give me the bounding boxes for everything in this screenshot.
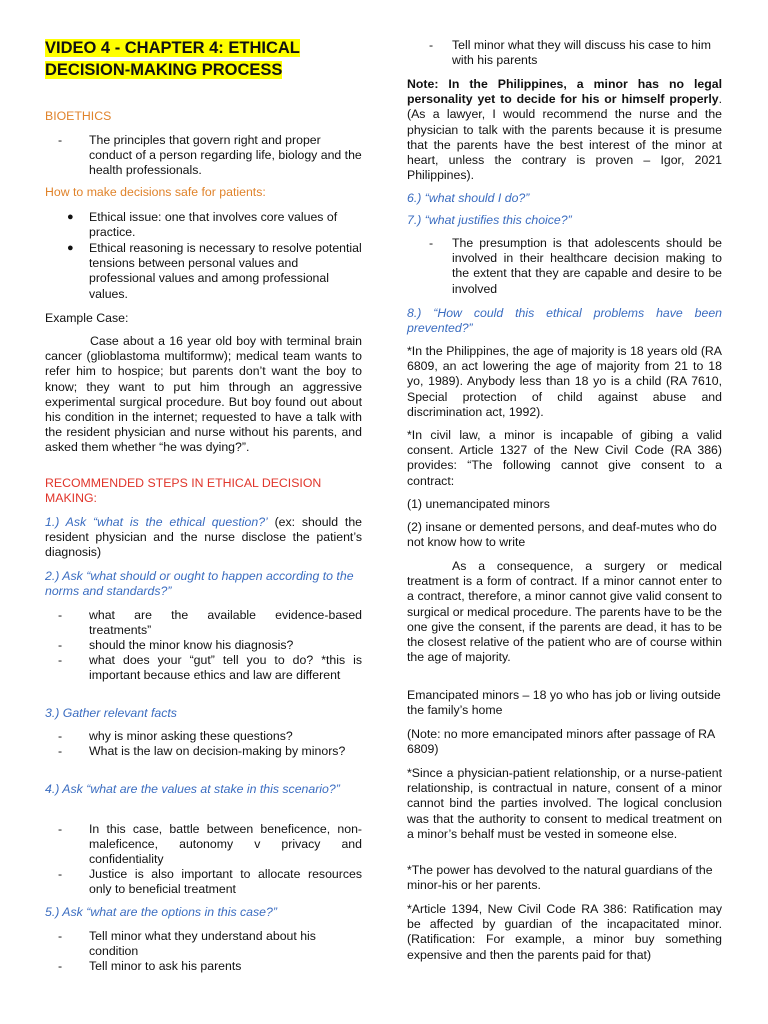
step-7-item-text: The presumption is that adolescents should be involved in their healthcare decision making to the extent that they are capable and desire to be involved [452, 236, 722, 296]
bioethics-heading: BIOETHICS [45, 109, 112, 123]
bullet-text: Ethical reasoning is necessary to resolve potential tensions between personal values and professional values and among professional values. [89, 241, 362, 301]
no-emancipated-note: (Note: no more emancipated minors after passage of RA 6809) [407, 727, 715, 757]
step-3-item [45, 729, 362, 744]
step-5-item [45, 959, 362, 974]
example-case-label: Example Case: [45, 311, 129, 325]
step-3-item-text: why is minor asking these questions? [89, 729, 293, 743]
title-line-2: DECISION-MAKING PROCESS [45, 61, 283, 79]
unemancipated-minors: (1) unemancipated minors [407, 497, 550, 511]
civil-law-paragraph: *In civil law, a minor is incapable of gibing a valid consent. Article 1327 of the New Civil Code (RA 386) provides: “The following cannot give consent to a contract: [407, 428, 722, 488]
step-1-detail: (ex: should the resident physician and the nurse disclose the patient’s diagnosis) [45, 515, 362, 560]
bullet-icon: ● [67, 211, 74, 223]
step-2-heading: 2.) Ask “what should or ought to happen according to the norms and standards?” [45, 569, 354, 599]
step-7-item [407, 236, 722, 297]
step-4-item-text: In this case, battle between beneficence, non-maleficence, autonomy v privacy and confidentiality [89, 822, 362, 867]
age-of-majority-paragraph: *In the Philippines, the age of majority is 18 years old (RA 6809, an act lowering the age of majority from 21 to 18 yo, 1989). Anybody less than 18 yo is a child (RA 7610, Special protection of child against abuse and discrimination act, 1992). [407, 344, 722, 419]
philippines-note-bold: Note: In the Philippines, a minor has no legal personality yet to decide for his or himself properly [407, 77, 722, 107]
dash-marker: - [58, 653, 63, 667]
natural-guardians-paragraph: *The power has devolved to the natural guardians of the minor-his or her parents. [407, 863, 713, 893]
title-line-1: VIDEO 4 - CHAPTER 4: ETHICAL [45, 39, 300, 57]
step-5-item-continued [407, 38, 722, 68]
step-2-item [45, 608, 362, 638]
consequence-paragraph: As a consequence, a surgery or medical treatment is a form of contract. If a minor cannot enter to a contract, therefore, a minor cannot give valid consent to surgical or medical procedure. The parents have to be the one give the consent, if the parents are dead, it has to be the closest relative of the patient who are of course within the age of majority. [407, 559, 722, 665]
dash-marker: - [429, 38, 434, 52]
step-4-item-text: Justice is also important to allocate resources only to beneficial treatment [89, 867, 362, 897]
dash-marker: - [58, 867, 63, 881]
step-2-item-text: should the minor know his diagnosis? [89, 638, 294, 652]
bioethics-definition-text: The principles that govern right and proper conduct of a person regarding life, biology and the health professionals. [89, 133, 362, 178]
emancipated-minors-paragraph: Emancipated minors – 18 yo who has job or living outside the family’s home [407, 688, 721, 718]
article-1394-paragraph: *Article 1394, New Civil Code RA 386: Ratification may be affected by guardian of the incapacitated minor. (Ratification: For example, a minor buy something expensive and then the parents paid for that) [407, 902, 722, 962]
dash-marker: - [58, 729, 63, 743]
dash-marker: - [58, 133, 63, 147]
step-2-item [45, 653, 362, 683]
step-3-heading: 3.) Gather relevant facts [45, 706, 177, 720]
step-4-item [45, 822, 362, 868]
dash-marker: - [58, 638, 63, 652]
step-1 [45, 515, 362, 561]
bullet-item [45, 241, 362, 302]
step-3-item [45, 744, 362, 759]
step-7-heading: 7.) “what justifies this choice?” [407, 213, 572, 227]
philippines-note [407, 77, 722, 183]
bullet-item [45, 210, 362, 240]
step-4-heading: 4.) Ask “what are the values at stake in this scenario?” [45, 782, 340, 796]
bullet-icon: ● [67, 242, 74, 254]
step-8-heading: 8.) “How could this ethical problems have been prevented?” [407, 306, 722, 336]
dash-marker: - [58, 822, 63, 836]
step-2-item-text: what are the available evidence-based treatments” [89, 608, 362, 638]
step-5-item-text: Tell minor what they will discuss his case to him with his parents [452, 38, 712, 68]
philippines-note-rest: . (As a lawyer, I would recommend the nurse and the physician to talk with the parents because it is presume that the parents have the best interest of the minor at heart, unless the contrary is proven – Igor, 2021 Philippines). [407, 92, 722, 183]
dash-marker: - [58, 929, 63, 943]
step-3-item-text: What is the law on decision-making by minors? [89, 744, 346, 758]
dash-marker: - [58, 608, 63, 622]
example-case-text: Case about a 16 year old boy with terminal brain cancer (glioblastoma multiformw); medical team wants to refer him to hospice; but parents don’t want the boy to know; they want to put him through an aggressive experimental surgical procedure. But boy found out about his condition in the internet; requested to have a talk with the resident physician and nurse without his parents, and asked them whether “he was dying?”. [45, 334, 362, 455]
safe-decisions-heading: How to make decisions safe for patients: [45, 185, 266, 199]
physician-patient-paragraph: *Since a physician-patient relationship, or a nurse-patient relationship, is contractual in nature, consent of a minor cannot bind the parties involved. The logical conclusion was that the authority to consent to medical treatment on a minor’s behalf must be vested in someone else. [407, 766, 722, 841]
step-2-item [45, 638, 362, 653]
dash-marker: - [58, 744, 63, 758]
step-5-heading: 5.) Ask “what are the options in this case?” [45, 905, 277, 919]
page-title [45, 37, 362, 81]
step-2-item-text: what does your “gut” tell you to do? *this is important because ethics and law are different [89, 653, 362, 683]
step-5-item-text: Tell minor to ask his parents [89, 959, 242, 973]
bioethics-definition [45, 133, 362, 179]
dash-marker: - [429, 236, 434, 250]
bullet-text: Ethical issue: one that involves core values of practice. [89, 210, 338, 240]
step-1-question: 1.) Ask “what is the ethical question?’ [45, 515, 268, 529]
insane-persons: (2) insane or demented persons, and deaf-mutes who do not know how to write [407, 520, 717, 550]
step-5-item [45, 929, 362, 959]
step-5-item-text: Tell minor what they understand about his condition [89, 929, 316, 959]
dash-marker: - [58, 959, 63, 973]
recommended-steps-heading: RECOMMENDED STEPS IN ETHICAL DECISION MAKING: [45, 476, 322, 506]
step-6-heading: 6.) “what should I do?” [407, 191, 530, 205]
step-4-item [45, 867, 362, 897]
